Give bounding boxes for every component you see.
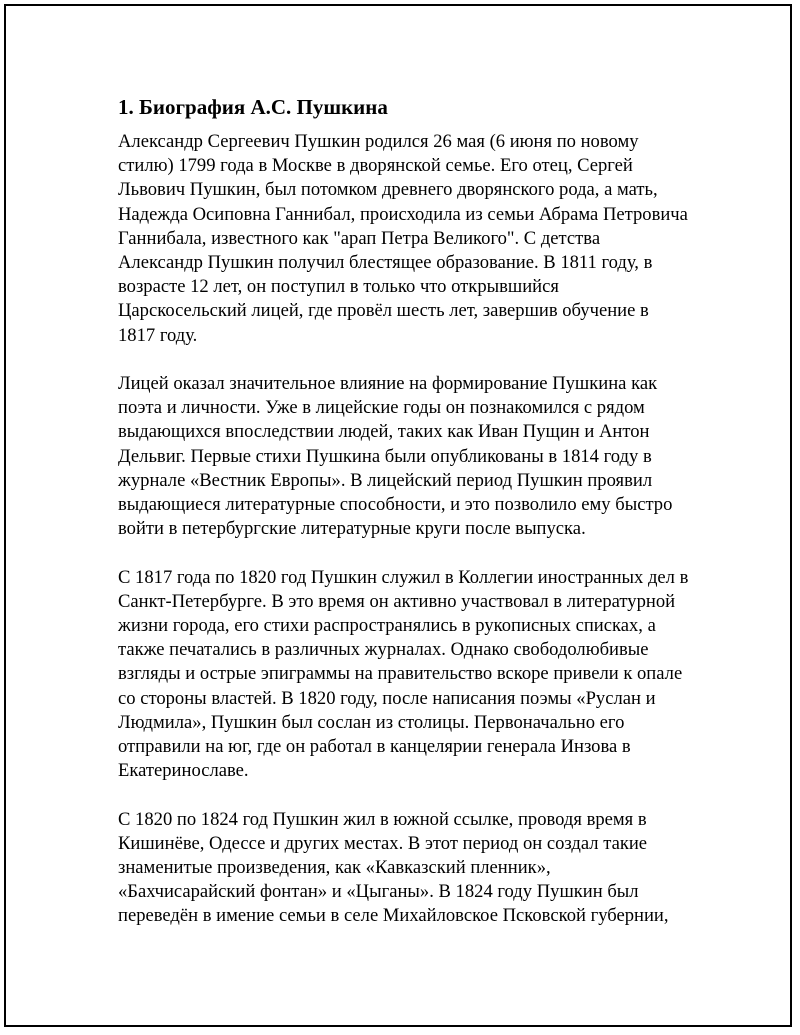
text-line: стилю) 1799 года в Москве в дворянской семье. Его отец, Сергей [118, 155, 633, 177]
paragraph-3 [118, 566, 698, 784]
text-line: переведён в имение семьи в селе Михайловское Псковской губернии, [118, 905, 669, 927]
document-title: 1. Биография А.С. Пушкина [118, 95, 388, 119]
text-line: «Бахчисарайский фонтан» и «Цыганы». В 1824 году Пушкин был [118, 881, 639, 903]
text-line: Лицей оказал значительное влияние на формирование Пушкина как [118, 373, 658, 395]
text-line: Дельвиг. Первые стихи Пушкина были опубликованы в 1814 году в [118, 445, 652, 467]
text-line: знаменитые произведения, как «Кавказский пленник», [118, 857, 551, 879]
text-line: Царскосельский лицей, где провёл шесть лет, завершив обучение в [118, 300, 649, 322]
text-line: Санкт-Петербурге. В это время он активно участвовал в литературной [118, 590, 676, 612]
paragraph-4 [118, 808, 698, 929]
text-line: С 1820 по 1824 год Пушкин жил в южной ссылке, проводя время в [118, 808, 647, 830]
text-line: жизни города, его стихи распространялись в рукописных списках, а [118, 615, 656, 637]
text-line: выдающиеся литературные способности, и это позволило ему быстро [118, 494, 673, 516]
paragraph-1 [118, 130, 698, 348]
text-line: отправили на юг, где он работал в канцелярии генерала Инзова в [118, 736, 631, 758]
text-line: Александр Пушкин получил блестящее образование. В 1811 году, в [118, 252, 653, 274]
text-line: войти в петербургские литературные круги после выпуска. [118, 518, 586, 540]
paragraph-2 [118, 372, 698, 541]
text-line: журнале «Вестник Европы». В лицейский период Пушкин проявил [118, 469, 653, 491]
text-line: со стороны властей. В 1820 году, после написания поэмы «Руслан и [118, 687, 656, 709]
text-line: выдающихся впоследствии людей, таких как Иван Пущин и Антон [118, 421, 650, 443]
text-line: Кишинёве, Одессе и других местах. В этот период он создал такие [118, 832, 648, 854]
text-line: также печатались в различных журналах. Однако свободолюбивые [118, 639, 649, 661]
text-line: Александр Сергеевич Пушкин родился 26 мая (6 июня по новому [118, 131, 639, 152]
text-line: поэта и личности. Уже в лицейские годы он познакомился с рядом [118, 397, 645, 419]
text-line: взгляды и острые эпиграммы на правительство вскоре привели к опале [118, 663, 683, 685]
text-line: Людмила», Пушкин был сослан из столицы. Первоначально его [118, 711, 625, 733]
text-line: Ганнибала, известного как "арап Петра Великого". С детства [118, 227, 601, 249]
text-line: Екатеринославе. [118, 760, 249, 782]
text-line: 1817 году. [118, 324, 198, 346]
text-line: С 1817 года по 1820 год Пушкин служил в Коллегии иностранных дел в [118, 566, 689, 588]
text-line: Надежда Осиповна Ганнибал, происходила из семьи Абрама Петровича [118, 203, 688, 225]
text-line: Львович Пушкин, был потомком древнего дворянского рода, а мать, [118, 179, 658, 201]
document-body [118, 94, 698, 953]
text-line: возрасте 12 лет, он поступил в только что открывшийся [118, 276, 559, 298]
